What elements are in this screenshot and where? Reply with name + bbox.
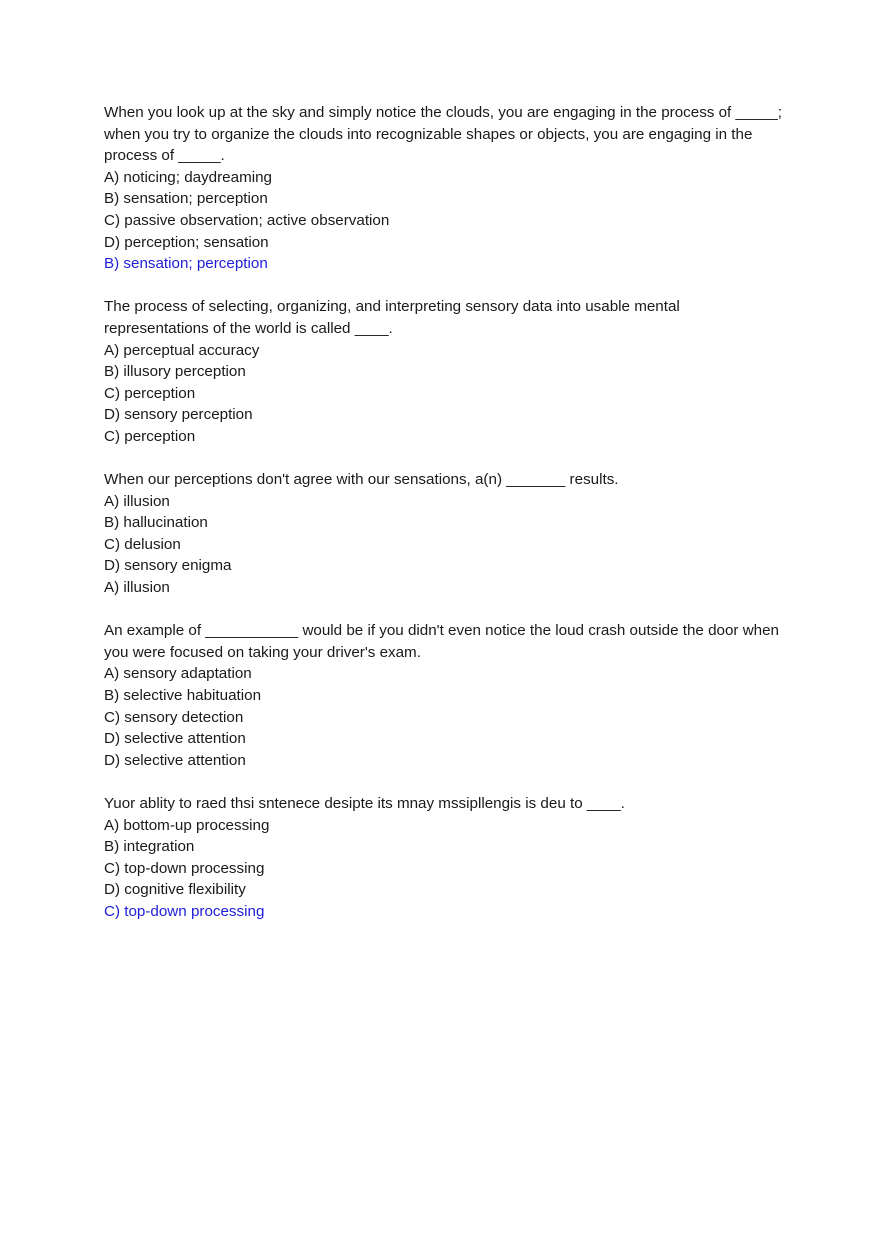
option-d: D) perception; sensation bbox=[104, 233, 269, 251]
answer: C) top-down processing bbox=[104, 902, 265, 920]
question-text: Yuor ablity to raed thsi sntenece desipte its mnay mssipllengis is deu to ____. bbox=[104, 795, 625, 812]
option-b: B) integration bbox=[104, 838, 195, 856]
answer: A) illusion bbox=[104, 579, 170, 597]
question-text: The process of selecting, organizing, and interpreting sensory data into usable mental representations of the world is called ____. bbox=[104, 298, 680, 337]
option-b: B) selective habituation bbox=[104, 687, 262, 705]
question-text: An example of ___________ would be if you didn't even notice the loud crash outside the door when you were focused on taking your driver's exam. bbox=[104, 622, 779, 661]
option-a: A) perceptual accuracy bbox=[104, 341, 260, 359]
question-block-1 bbox=[104, 102, 784, 275]
option-d: D) sensory enigma bbox=[104, 557, 232, 575]
option-b: B) hallucination bbox=[104, 514, 208, 532]
option-d: D) sensory perception bbox=[104, 406, 253, 424]
option-c: C) top-down processing bbox=[104, 859, 265, 877]
option-c: C) perception bbox=[104, 384, 196, 402]
option-a: A) noticing; daydreaming bbox=[104, 168, 272, 186]
option-a: A) illusion bbox=[104, 492, 170, 510]
option-d: D) cognitive flexibility bbox=[104, 881, 246, 899]
question-text: When you look up at the sky and simply notice the clouds, you are engaging in the process of _____; when you try to organize the clouds into recognizable shapes or objects, you are engaging in the process of _____. bbox=[104, 104, 782, 165]
answer: C) perception bbox=[104, 427, 196, 445]
option-c: C) passive observation; active observation bbox=[104, 211, 390, 229]
option-c: C) delusion bbox=[104, 535, 181, 553]
answer: D) selective attention bbox=[104, 751, 246, 769]
quiz-content bbox=[104, 102, 784, 944]
question-text: When our perceptions don't agree with our sensations, a(n) _______ results. bbox=[104, 471, 619, 489]
option-a: A) bottom-up processing bbox=[104, 816, 270, 834]
option-d: D) selective attention bbox=[104, 730, 246, 748]
question-block-4 bbox=[104, 620, 784, 771]
option-b: B) sensation; perception bbox=[104, 190, 268, 208]
question-block-3 bbox=[104, 469, 784, 599]
answer: B) sensation; perception bbox=[104, 255, 268, 273]
question-block-2 bbox=[104, 296, 784, 447]
question-block-5 bbox=[104, 793, 784, 923]
option-b: B) illusory perception bbox=[104, 363, 246, 381]
option-a: A) sensory adaptation bbox=[104, 665, 252, 683]
option-c: C) sensory detection bbox=[104, 708, 244, 726]
